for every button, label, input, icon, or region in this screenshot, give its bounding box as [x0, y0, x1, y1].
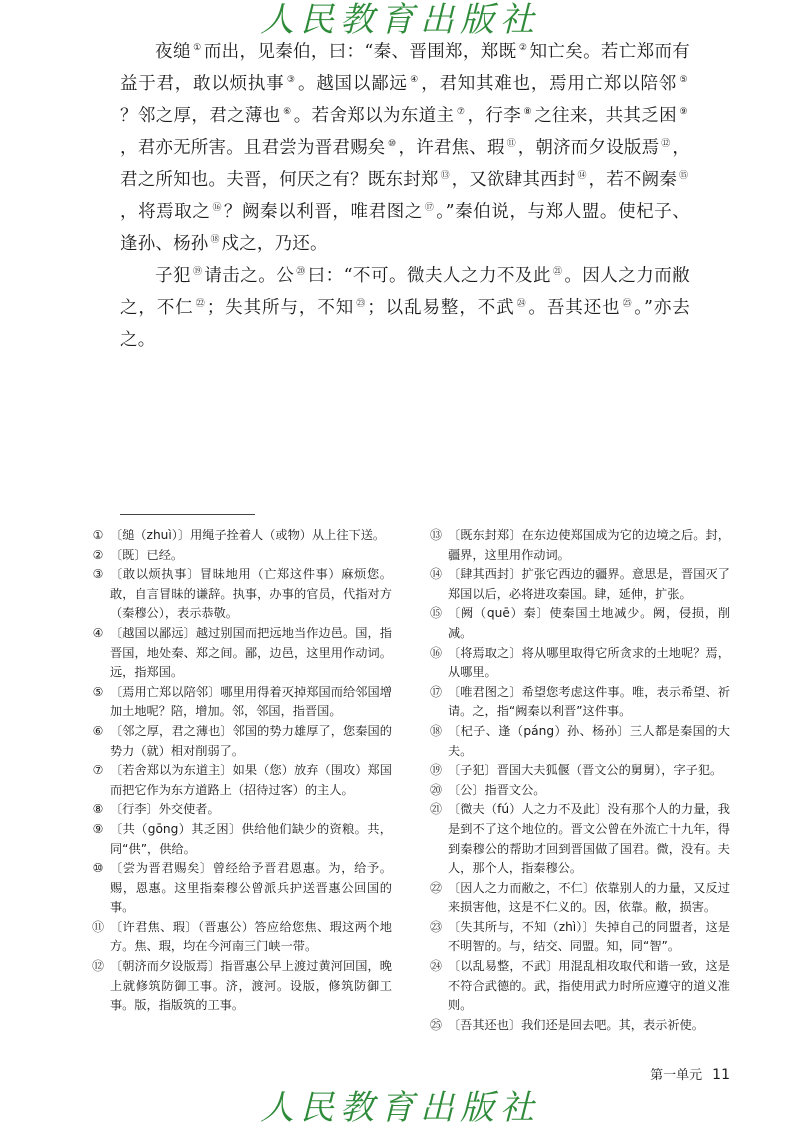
footnote-number: ㉔ — [430, 959, 443, 974]
footnote-text: 〔焉用亡郑以陪邻〕哪里用得着灭掉郑国而给邻国增加土地呢？陪，增加。邻，邻国，指晋国。 — [110, 684, 392, 719]
page-number: 11 — [712, 1067, 730, 1083]
footnote-marker: ⑧ — [523, 107, 532, 117]
footnote-text: 〔若舍郑以为东道主〕如果（您）放弃（围攻）郑国而把它作为东方道路上（招待过客）的主人。 — [110, 763, 392, 797]
footnote — [430, 800, 730, 878]
passage-text: ，许君焦、瑕 — [398, 138, 505, 158]
footnote — [430, 604, 730, 643]
footnote-number: ㉒ — [430, 880, 443, 895]
footnote — [92, 546, 392, 566]
footnote-number: ⑭ — [430, 567, 443, 582]
passage-text: ；以乱易整，不武 — [367, 298, 515, 318]
footnote-marker: ⑮ — [679, 171, 689, 181]
footnote-marker: ② — [518, 43, 527, 53]
footnote-marker: ⑭ — [577, 171, 587, 181]
footnote-text: 〔阙（quē）秦〕使秦国土地减少。阙，侵损，削减。 — [448, 606, 730, 640]
footnote — [430, 565, 730, 604]
footnote-text: 〔缒（zhuì）〕用绳子拴着人（或物）从上往下送。 — [110, 528, 386, 542]
footnote-text: 〔唯君图之〕希望您考虑这件事。唯，表示希望、祈请。之，指“阙秦以利晋”这件事。 — [448, 684, 730, 719]
passage-text: 而出，见秦伯，曰：“秦、晋围郑，郑既 — [203, 42, 517, 62]
footnote-marker: ⑤ — [679, 75, 688, 85]
footnote-text: 〔越国以鄙远〕越过别国而把远地当作边邑。国，指晋国，地处秦、郑之间。鄙，边邑，这里用作动词。远，指郑国。 — [110, 625, 392, 680]
footnote-marker: ㉑ — [553, 267, 563, 277]
footnote-text: 〔吾其还也〕我们还是回去吧。其，表示祈使。 — [448, 1017, 704, 1032]
footnote-text: 〔许君焦、瑕〕（晋惠公）答应给您焦、瑕这两个地方。焦、瑕，均在今河南三门峡一带。 — [110, 919, 392, 954]
passage-text: 请击之。公 — [204, 266, 295, 286]
footnote-number: ⑮ — [430, 606, 443, 621]
footnote — [430, 879, 730, 918]
footnote-number: ⑩ — [92, 861, 104, 876]
footnote — [430, 683, 730, 722]
footnote — [92, 624, 392, 683]
footnote-marker: ⑱ — [210, 235, 220, 245]
passage-text: 之往来，共其乏困 — [534, 106, 677, 126]
footnote-marker: ㉕ — [622, 299, 632, 309]
passage-text: 。”亦去之。 — [120, 298, 691, 350]
footnote-text: 〔既〕已经。 — [110, 547, 184, 562]
footnotes-left-column — [92, 526, 392, 1016]
footnote-text: 〔既东封郑〕在东边使郑国成为它的边境之后。封，疆界，这里用作动词。 — [448, 528, 730, 562]
footnote — [430, 644, 730, 683]
page-footer — [620, 1065, 730, 1086]
publisher-logo-bottom: 人民教育出版社 — [260, 1088, 540, 1128]
passage-text: 。越国以鄙远 — [297, 74, 408, 94]
footnote-number: ⑬ — [430, 528, 443, 542]
passage-text: 戍之，乃还。 — [221, 234, 328, 254]
footnote-text: 〔杞子、逢（páng）孙、杨孙〕三人都是秦国的大夫。 — [448, 723, 730, 758]
footnote-number: ③ — [92, 567, 104, 582]
footnote — [92, 859, 392, 918]
footnote-text: 〔因人之力而敝之，不仁〕依靠别人的力量，又反过来损害他，这是不仁义的。因，依靠。敝，损害。 — [448, 880, 730, 915]
passage-text: 。吾其还也 — [527, 298, 621, 318]
passage-text: ，君知其难也，焉用亡郑以陪邻 — [420, 74, 677, 94]
footnote-number: ⑳ — [430, 782, 443, 797]
footnote-number: ㉑ — [430, 802, 443, 817]
footnote-marker: ⑦ — [456, 107, 465, 117]
footnote-text: 〔公〕指晋文公。 — [448, 782, 546, 797]
footnote — [430, 918, 730, 957]
footnote — [92, 820, 392, 859]
passage-text: 子犯 — [155, 266, 191, 286]
footnote-marker: ⑰ — [424, 203, 434, 213]
footnote-text: 〔失其所与，不知（zhì）〕失掉自己的同盟者，这是不明智的。与，结交、同盟。知，同“智”。 — [448, 919, 730, 954]
footnote-marker: ⑯ — [212, 203, 222, 213]
passage-text: ，君之所知也。夫晋，何厌之有？既东封郑 — [120, 138, 691, 190]
footnote-marker: ⑬ — [440, 171, 450, 181]
footnote-text: 〔子犯〕晋国大夫狐偃（晋文公的舅舅），字子犯。 — [448, 763, 723, 778]
passage-text: ，朝济而夕设版焉 — [517, 138, 660, 158]
passage-paragraph-2 — [120, 260, 690, 356]
passage-text: ；失其所与，不知 — [206, 298, 355, 318]
footnote-marker: ⑲ — [192, 267, 202, 277]
footnote-text: 〔肆其西封〕扩张它西边的疆界。意思是，晋国灭了郑国以后，必将进攻秦国。肆，延伸，扩张。 — [448, 567, 730, 601]
footnote-number: ⑲ — [430, 763, 443, 778]
footnote-number: ⑨ — [92, 821, 104, 836]
footnote-text: 〔共（gōng）其乏困〕供给他们缺少的资粮。共，同“供”，供给。 — [110, 821, 392, 856]
footnote — [92, 565, 392, 624]
footnote-marker: ⑳ — [296, 267, 306, 277]
footnote-marker: ⑩ — [387, 139, 397, 149]
footnote-text: 〔以乱易整，不武〕用混乱相攻取代和谐一致，这是不符合武德的。武，指使用武力时所应遵守的道义准则。 — [448, 959, 730, 1013]
passage-text: 曰：“不可。微夫人之力不及此 — [307, 266, 552, 286]
passage-body — [120, 36, 690, 356]
footnote-number: ① — [92, 528, 104, 542]
passage-text: ，若不阙秦 — [588, 170, 678, 190]
footnote-number: ⑫ — [92, 959, 105, 974]
footnote — [92, 683, 392, 722]
footnote-marker: ⑪ — [506, 139, 516, 149]
footnote-text: 〔朝济而夕设版焉〕指晋惠公早上渡过黄河回国，晚上就修筑防御工事。济，渡河。设版，修筑防御工事。版，指版筑的工事。 — [110, 959, 392, 1013]
footnote-text: 〔敢以烦执事〕冒昧地用（亡郑这件事）麻烦您。敢，自言冒昧的谦辞。执事，办事的官员，代指对方（秦穆公），表示恭敬。 — [110, 567, 392, 621]
passage-text: 。”秦伯说，与郑人盟。使杞子、逢孙、杨孙 — [120, 202, 690, 254]
publisher-logo-top: 人民教育出版社 — [260, 0, 540, 40]
footnotes-right-column — [430, 526, 730, 1035]
footnote — [430, 722, 730, 761]
footnote-number: ⑤ — [92, 684, 104, 699]
footnote-number: ② — [92, 547, 104, 562]
passage-text: ，行李 — [467, 106, 522, 126]
passage-paragraph-1 — [120, 36, 690, 260]
footnote — [92, 722, 392, 761]
passage-text: ？阙秦以利晋，唯君图之 — [223, 202, 423, 222]
passage-text: ，又欲肆其西封 — [451, 170, 576, 190]
footnote-divider — [120, 514, 255, 515]
footnote-text: 〔尝为晋君赐矣〕曾经给予晋君恩惠。为，给予。赐，恩惠。这里指秦穆公曾派兵护送晋惠公回国的事。 — [110, 861, 392, 915]
footnote-number: ㉕ — [430, 1017, 443, 1032]
footnote-text: 〔将焉取之〕将从哪里取得它所贪求的土地呢？焉，从哪里。 — [448, 645, 730, 680]
passage-text: ？邻之厚，君之薄也 — [120, 106, 281, 126]
footnote-marker: ④ — [410, 75, 419, 85]
passage-text: 知亡矣。若亡郑而有益于君，敢以烦执事 — [120, 42, 690, 94]
unit-label: 第一单元 — [650, 1068, 703, 1083]
footnote — [430, 957, 730, 1016]
footnote-marker: ㉓ — [356, 299, 366, 309]
footnote-marker: ③ — [286, 75, 295, 85]
passage-text: 。因人之力而敝之，不仁 — [120, 266, 691, 318]
footnote-number: ④ — [92, 625, 104, 640]
footnote-marker: ㉔ — [516, 299, 526, 309]
passage-text: 。若舍郑以为东道主 — [293, 106, 455, 126]
footnote-marker: ⑥ — [283, 107, 292, 117]
footnote-number: ㉓ — [430, 919, 443, 934]
footnote-number: ⑱ — [430, 723, 443, 738]
footnote-text: 〔邻之厚，君之薄也〕邻国的势力雄厚了，您秦国的势力（就）相对削弱了。 — [110, 723, 392, 758]
footnote — [92, 957, 392, 1016]
passage-text: 夜缒 — [155, 42, 191, 62]
footnote-marker: ⑫ — [661, 139, 671, 149]
footnote-text: 〔微夫（fú）人之力不及此〕没有那个人的力量，我是到不了这个地位的。晋文公曾在外流亡十九年，得到秦穆公的帮助才回到晋国做了国君。微，没有。夫人，那个人，指秦穆公。 — [448, 802, 730, 876]
footnote — [92, 918, 392, 957]
footnote — [92, 526, 392, 546]
footnote — [430, 761, 730, 781]
footnote-number: ⑦ — [92, 763, 104, 778]
passage-text: ，将焉取之 — [120, 202, 211, 222]
footnote-number: ⑰ — [430, 684, 443, 699]
footnote-number: ⑯ — [430, 645, 443, 660]
footnote — [430, 1016, 730, 1036]
footnote-marker: ⑨ — [679, 107, 688, 117]
footnote-number: ⑧ — [92, 802, 104, 817]
passage-text: ，君亦无所害。且君尝为晋君赐矣 — [120, 138, 386, 158]
footnote-number: ⑥ — [92, 723, 104, 738]
footnote-marker: ① — [193, 43, 202, 53]
footnote-marker: ㉒ — [195, 299, 205, 309]
footnote-text: 〔行李〕外交使者。 — [110, 802, 220, 817]
footnote — [430, 526, 730, 565]
footnote — [430, 781, 730, 801]
footnote-number: ⑪ — [92, 919, 105, 934]
footnote — [92, 800, 392, 820]
footnote — [92, 761, 392, 800]
